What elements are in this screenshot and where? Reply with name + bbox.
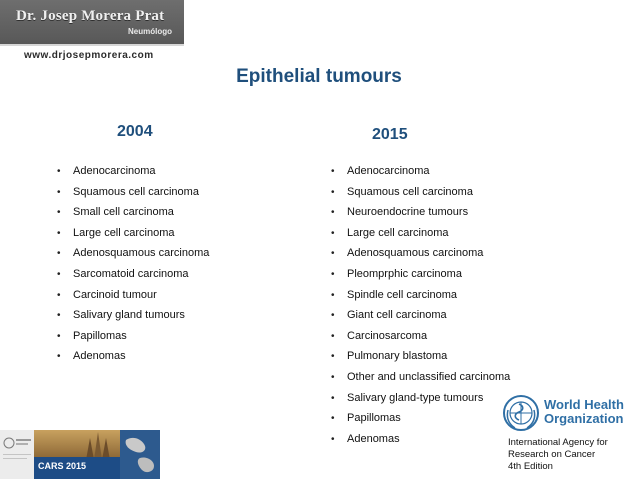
list-item: • Other and unclassified carcinoma bbox=[331, 367, 510, 388]
list-item: • Neuroendocrine tumours bbox=[331, 202, 510, 223]
list-item: • Adenocarcinoma bbox=[57, 161, 209, 182]
banner-subtitle: Neumólogo bbox=[128, 27, 172, 36]
list-2004 bbox=[57, 161, 209, 367]
cars-poster-graphic bbox=[0, 430, 34, 479]
list-item: • Salivary gland-type tumours bbox=[331, 388, 510, 409]
bullet-icon: • bbox=[331, 310, 335, 322]
iarc-line2: Research on Cancer bbox=[508, 449, 596, 460]
list-item: • Adenomas bbox=[331, 429, 510, 450]
bullet-icon: • bbox=[57, 351, 61, 363]
bullet-icon: • bbox=[331, 166, 335, 177]
bullet-icon: • bbox=[331, 392, 335, 404]
column-header-2015: 2015 bbox=[372, 126, 408, 143]
bullet-icon: • bbox=[331, 371, 335, 383]
cars-label: CARS 2015 bbox=[38, 461, 87, 471]
list-item: • Sarcomatoid carcinoma bbox=[57, 264, 209, 285]
list-item: • Adenosquamous carcinoma bbox=[57, 243, 209, 264]
banner-name: Dr. Josep Morera Prat bbox=[16, 8, 165, 24]
world-map-panel bbox=[120, 430, 160, 479]
list-item: • Adenomas bbox=[57, 346, 209, 367]
list-item: • Papillomas bbox=[57, 326, 209, 347]
bullet-icon: • bbox=[57, 227, 61, 239]
who-logo bbox=[502, 394, 632, 434]
who-emblem-icon bbox=[502, 394, 540, 432]
list-item: • Squamous cell carcinoma bbox=[57, 182, 209, 203]
list-item: • Squamous cell carcinoma bbox=[331, 182, 510, 203]
bullet-icon: • bbox=[57, 289, 61, 301]
bullet-icon: • bbox=[57, 186, 61, 198]
bullet-icon: • bbox=[57, 330, 61, 342]
bullet-icon: • bbox=[57, 248, 61, 260]
bullet-icon: • bbox=[331, 289, 335, 301]
cathedral-icon bbox=[82, 432, 114, 460]
list-item: • Pleomprphic carcinoma bbox=[331, 264, 510, 285]
list-item: • Large cell carcinoma bbox=[57, 223, 209, 244]
cars-banner-strip bbox=[34, 457, 120, 479]
bullet-icon: • bbox=[331, 207, 335, 219]
who-name-line2: Organization bbox=[544, 411, 624, 426]
iarc-caption bbox=[508, 437, 608, 473]
list-item: • Carcinoid tumour bbox=[57, 285, 209, 306]
list-item: • Salivary gland tumours bbox=[57, 305, 209, 326]
list-item: • Small cell carcinoma bbox=[57, 202, 209, 223]
slide-title: Epithelial tumours bbox=[236, 66, 402, 87]
bullet-icon: • bbox=[331, 330, 335, 342]
bullet-icon: • bbox=[331, 268, 335, 280]
bullet-icon: • bbox=[331, 248, 335, 260]
bullet-icon: • bbox=[331, 351, 335, 363]
list-item: • Papillomas bbox=[331, 408, 510, 429]
list-item: • Large cell carcinoma bbox=[331, 223, 510, 244]
bullet-icon: • bbox=[57, 207, 61, 219]
who-name-line1: World Health bbox=[544, 397, 624, 412]
list-item: • Adenocarcinoma bbox=[331, 161, 510, 182]
bullet-icon: • bbox=[331, 186, 335, 198]
globe-icon bbox=[120, 430, 160, 479]
column-header-2004: 2004 bbox=[117, 123, 153, 140]
list-item: • Spindle cell carcinoma bbox=[331, 285, 510, 306]
list-item: • Adenosquamous carcinoma bbox=[331, 243, 510, 264]
header-banner bbox=[0, 0, 184, 46]
bullet-icon: • bbox=[57, 166, 61, 177]
list-item: • Giant cell carcinoma bbox=[331, 305, 510, 326]
who-name bbox=[544, 398, 624, 426]
bullet-icon: • bbox=[331, 433, 335, 445]
list-item: • Carcinosarcoma bbox=[331, 326, 510, 347]
iarc-line1: International Agency for bbox=[508, 437, 608, 448]
list-item: • Pulmonary blastoma bbox=[331, 346, 510, 367]
website-link[interactable]: www.drjosepmorera.com bbox=[24, 50, 154, 61]
cars-banner-panel bbox=[34, 430, 160, 479]
bullet-icon: • bbox=[331, 413, 335, 425]
bullet-icon: • bbox=[331, 227, 335, 239]
list-2015 bbox=[331, 161, 510, 449]
bullet-icon: • bbox=[57, 310, 61, 322]
cars-poster-panel bbox=[0, 430, 34, 479]
cars-2015-image bbox=[0, 430, 160, 479]
iarc-line3: 4th Edition bbox=[508, 461, 553, 472]
bullet-icon: • bbox=[57, 268, 61, 280]
